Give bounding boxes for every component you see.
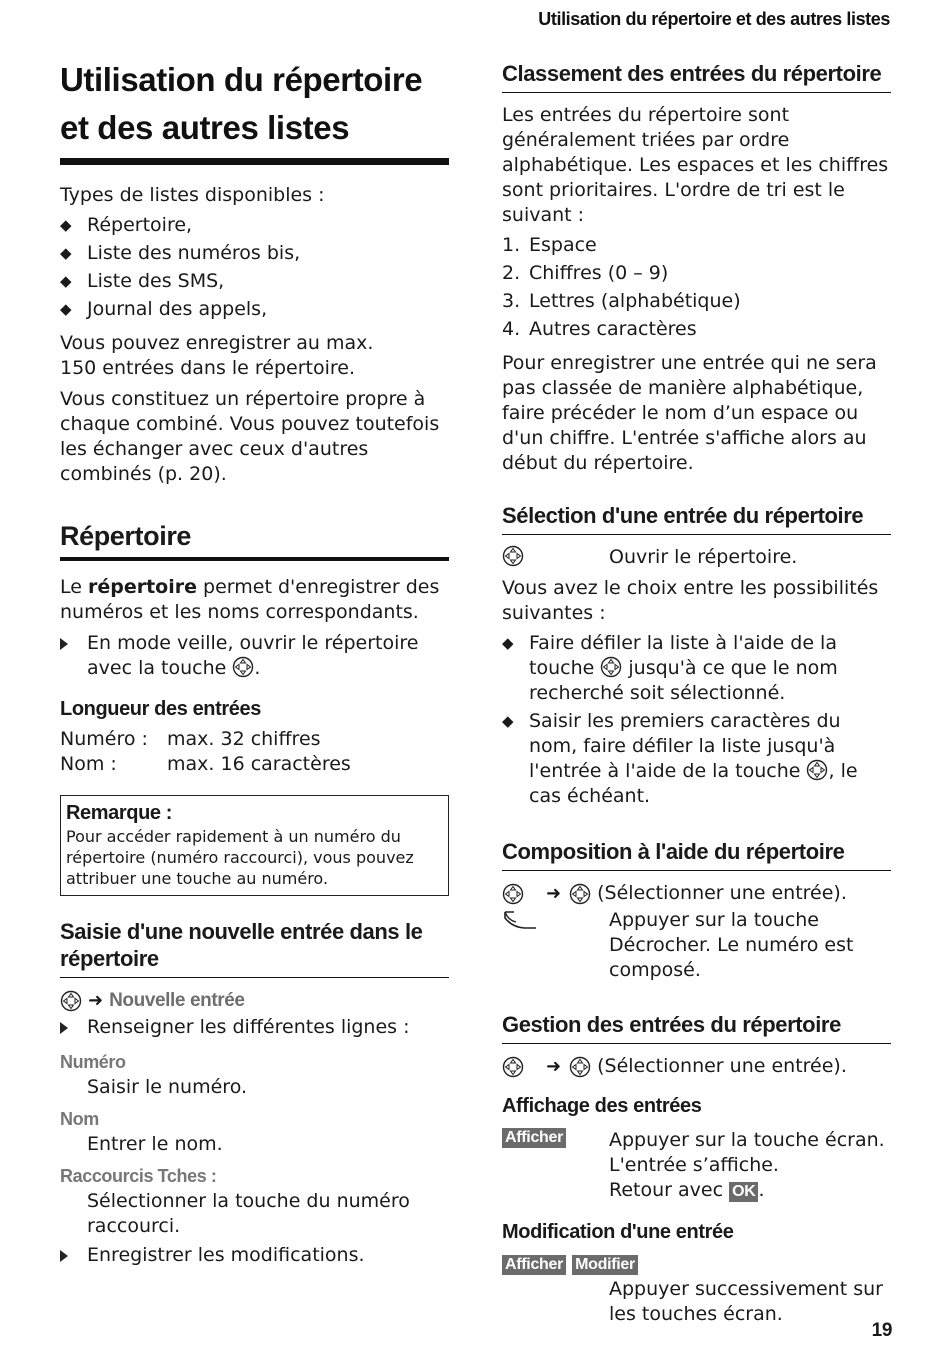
field-label-number: Numéro: [60, 1052, 126, 1072]
right-column: [502, 56, 891, 1329]
step-view: Afficher Appuyer sur la touche écran. L'entrée s’affiche. Retour avec OK .: [502, 1128, 891, 1203]
subheading-length: Longueur des entrées: [60, 698, 261, 720]
list-item: ◆ Journal des appels,: [60, 298, 268, 320]
section-heading-select: Sélection d'une entrée du répertoire: [502, 502, 891, 535]
remark-title: Remarque :: [66, 802, 173, 824]
list-item: 1. Espace: [502, 234, 597, 256]
bullet-diamond-icon: ◆: [60, 300, 72, 318]
softkey-ok[interactable]: OK: [729, 1182, 758, 1202]
select-text: Vous avez le choix entre les possibilités suivantes :: [502, 577, 879, 624]
section-heading-new-entry: Saisie d'une nouvelle entrée dans le répertoire: [60, 918, 449, 978]
step-dial-press: Appuyer sur la touche Décrocher. Le numéro est composé.: [502, 908, 891, 983]
navigation-key-icon: [502, 1056, 524, 1078]
list-item: ◆ Répertoire,: [60, 214, 193, 236]
repertoire-intro: Le répertoire permet d'enregistrer des numéros et les noms correspondants.: [60, 576, 440, 623]
navigation-key-icon: [569, 883, 591, 905]
page-number: 19: [871, 1320, 892, 1341]
sort-text-2: Pour enregistrer une entrée qui ne sera pas classée de manière alphabétique, faire précéder le nom d’un espace ou d'un chiffre. L'entrée s'affiche alors au début du répertoire.: [502, 352, 877, 474]
step-fill-lines: Renseigner les différentes lignes :: [60, 1015, 449, 1042]
list-item: 3. Lettres (alphabétique): [502, 290, 741, 312]
list-item: ◆ Faire défiler la liste à l'aide de la touche jusqu'à ce que le nom recherché soit sélectionné.: [502, 632, 838, 704]
running-head: Utilisation du répertoire et des autres listes: [538, 9, 890, 29]
section-heading-dial: Composition à l'aide du répertoire: [502, 838, 891, 871]
field-label-name: Nom: [60, 1109, 99, 1129]
navigation-key-icon: [569, 1056, 591, 1078]
field-desc-shortcut: Sélectionner la touche du numéro raccourci.: [87, 1190, 410, 1237]
length-row: Numéro : max. 32 chiffres: [60, 728, 321, 750]
bullet-diamond-icon: ◆: [502, 634, 514, 652]
step-manage-select: ➜ (Sélectionner une entrée).: [502, 1054, 891, 1079]
step-dial-select: ➜ (Sélectionner une entrée).: [502, 881, 891, 906]
list-item: ◆ Saisir les premiers caractères du nom, faire défiler la liste jusqu'à l'entrée à l'aide de la touche , le cas échéant.: [502, 710, 858, 807]
remark-text: Pour accéder rapidement à un numéro du répertoire (numéro raccourci), vous pouvez attribuer une touche au numéro.: [66, 827, 414, 888]
left-column: [60, 56, 449, 1273]
remark-box: [60, 795, 449, 896]
section-heading-manage: Gestion des entrées du répertoire: [502, 1011, 891, 1044]
arrow-right-icon: ➜: [546, 1056, 562, 1077]
step-modify: Appuyer successivement sur les touches écran.: [609, 1278, 883, 1325]
step-open-repertoire: Ouvrir le répertoire.: [502, 545, 891, 570]
triangle-step-icon: [60, 638, 68, 650]
max-entries-text: Vous pouvez enregistrer au max. 150 entrées dans le répertoire.: [60, 332, 374, 379]
navigation-key-icon: [232, 656, 254, 678]
list-item: 4. Autres caractères: [502, 318, 697, 340]
navigation-key-icon: [502, 883, 524, 905]
bullet-diamond-icon: ◆: [60, 216, 72, 234]
menu-item-new-entry: Nouvelle entrée: [109, 990, 245, 1011]
list-item: ◆ Liste des SMS,: [60, 270, 225, 292]
list-item: ◆ Liste des numéros bis,: [60, 242, 301, 264]
arrow-right-icon: ➜: [546, 883, 562, 904]
softkey-afficher[interactable]: Afficher: [502, 1255, 566, 1275]
bullet-diamond-icon: ◆: [60, 244, 72, 262]
navigation-key-icon: [60, 990, 82, 1012]
navigation-key-icon: [600, 656, 622, 678]
bullet-diamond-icon: ◆: [60, 272, 72, 290]
triangle-step-icon: [60, 1250, 68, 1262]
page-title: Utilisation du répertoire et des autres listes: [60, 56, 449, 165]
softkey-row: [502, 1252, 891, 1275]
navigation-key-icon: [502, 545, 524, 567]
navigation-key-icon: [806, 759, 828, 781]
subheading-modify: Modification d'une entrée: [502, 1221, 734, 1243]
arrow-right-icon: ➜: [88, 990, 104, 1011]
triangle-step-icon: [60, 1022, 68, 1034]
length-row: Nom : max. 16 caractères: [60, 753, 351, 775]
step-save: Enregistrer les modifications.: [60, 1243, 449, 1270]
sort-text: Les entrées du répertoire sont généralement triées par ordre alphabétique. Les espaces et les chiffres sont prioritaires. L'ordre de tri est le suivant :: [502, 104, 889, 226]
softkey-afficher[interactable]: Afficher: [502, 1128, 566, 1148]
subheading-view: Affichage des entrées: [502, 1095, 702, 1117]
section-heading-sort: Classement des entrées du répertoire: [502, 60, 891, 93]
own-directory-text: Vous constituez un répertoire propre à chaque combiné. Vous pouvez toutefois les échanger avec ceux d'autres combinés (p. 20).: [60, 388, 440, 485]
section-heading-repertoire: Répertoire: [60, 519, 449, 561]
field-label-shortcut: Raccourcis Tches :: [60, 1166, 217, 1186]
field-desc-number: Saisir le numéro.: [87, 1076, 248, 1098]
softkey-modifier[interactable]: Modifier: [572, 1255, 638, 1275]
step-open-directory: En mode veille, ouvrir le répertoire avec la touche .: [60, 631, 449, 681]
intro-text: Types de listes disponibles :: [60, 184, 325, 206]
menu-path-new-entry: [60, 988, 449, 1013]
list-item: 2. Chiffres (0 – 9): [502, 262, 669, 284]
bullet-diamond-icon: ◆: [502, 712, 514, 730]
handset-icon: [502, 908, 538, 930]
field-desc-name: Entrer le nom.: [87, 1133, 223, 1155]
